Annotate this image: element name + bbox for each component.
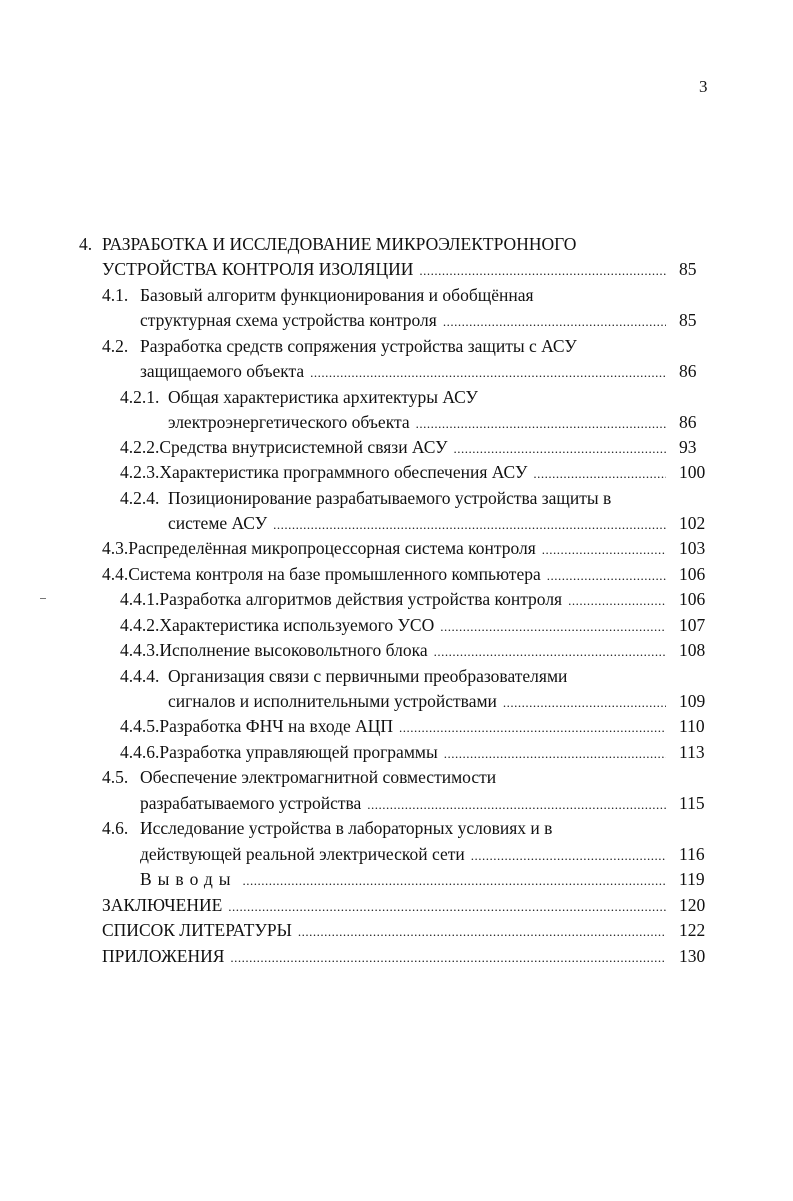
toc-entry-title: структурная схема устройства контроля <box>140 310 437 330</box>
toc-entry-4-2-4-line2 <box>168 513 672 539</box>
toc-entry-number: 4.4.1. <box>120 589 160 609</box>
toc-entry-title: электроэнергетического объекта <box>168 412 410 432</box>
toc-entry-4-6-line1 <box>102 818 552 844</box>
leader-dots <box>399 720 666 736</box>
toc-entry-page: 107 <box>679 615 706 635</box>
toc-entry-title: Исполнение высоковольтного блока <box>159 640 428 660</box>
toc-entry-4-2-2 <box>120 437 672 463</box>
toc-entry-final <box>102 895 672 921</box>
toc-entry-page: 130 <box>679 946 706 966</box>
toc-entry-page: 93 <box>679 437 697 457</box>
toc-entry-page: 120 <box>679 895 706 915</box>
toc-entry-page: 113 <box>679 742 705 762</box>
leader-dots <box>242 873 666 889</box>
toc-entry-title: Средства внутрисистемной связи АСУ <box>159 437 448 457</box>
toc-entry-number: 4.4.3. <box>120 640 160 660</box>
toc-entry-title: Разработка алгоритмов действия устройства контроля <box>159 589 563 609</box>
toc-entry-number: 4.5. <box>102 767 129 787</box>
toc-entry-number: 4.4.4. <box>120 666 160 686</box>
toc-entry-number: 4.4.6. <box>120 742 160 762</box>
leader-dots <box>503 695 666 711</box>
leader-dots <box>471 848 666 864</box>
toc-entry-title: РАЗРАБОТКА И ИССЛЕДОВАНИЕ МИКРОЭЛЕКТРОННОГО <box>102 234 577 254</box>
toc-entry-title: защищаемого объекта <box>140 361 305 381</box>
toc-entry-4-2-line1 <box>102 336 577 362</box>
toc-entry-page: 108 <box>679 640 706 660</box>
toc-entry-page: 109 <box>679 691 706 711</box>
toc-entry-title: Организация связи с первичными преобразователями <box>168 666 568 686</box>
toc-entry-title: Исследование устройства в лабораторных условиях и в <box>140 818 553 838</box>
toc-entry-4-2-1-line2 <box>168 412 672 438</box>
toc-entry-4-6-line2 <box>140 844 672 870</box>
toc-entry-number: 4.2.2. <box>120 437 160 457</box>
toc-entry-title: Разработка средств сопряжения устройства защиты с АСУ <box>140 336 577 356</box>
toc-entry-title: Характеристика программного обеспечения АСУ <box>159 462 528 482</box>
toc-entry-number: 4.2.3. <box>120 462 160 482</box>
toc-entry-conclusions <box>140 869 672 895</box>
toc-entry-4-4-6 <box>120 742 672 768</box>
toc-entry-appendices <box>102 946 672 972</box>
toc-entry-title: Разработка ФНЧ на входе АЦП <box>159 716 394 736</box>
toc-entry-4-4-4-line1 <box>120 666 567 692</box>
toc-entry-4-4-3 <box>120 640 672 666</box>
leader-dots <box>440 619 666 635</box>
toc-entry-4-4-1 <box>120 589 672 615</box>
toc-entry-title: разрабатываемого устройства <box>140 793 362 813</box>
toc-entry-title: Общая характеристика архитектуры АСУ <box>168 387 478 407</box>
toc-entry-title: системе АСУ <box>168 513 268 533</box>
toc-entry-title: ЗАКЛЮЧЕНИЕ <box>102 895 223 915</box>
toc-entry-4-4-4-line2 <box>168 691 672 717</box>
leader-dots <box>434 644 666 660</box>
toc-entry-title: Характеристика используемого УСО <box>159 615 435 635</box>
toc-entry-page: 86 <box>679 361 697 381</box>
leader-dots <box>298 924 666 940</box>
toc-entry-4-2-4-line1 <box>120 488 611 514</box>
leader-dots <box>416 416 666 432</box>
toc-entry-page: 106 <box>679 564 706 584</box>
toc-entry-4-3 <box>102 538 672 564</box>
toc-entry-number: 4.4.5. <box>120 716 160 736</box>
toc-entry-number: 4.1. <box>102 285 129 305</box>
toc-entry-4-5-line1 <box>102 767 496 793</box>
leader-dots <box>228 899 666 915</box>
toc-entry-title: Обеспечение электромагнитной совместимости <box>140 767 497 787</box>
toc-entry-page: 103 <box>679 538 706 558</box>
toc-entry-number: 4.3. <box>102 538 129 558</box>
toc-entry-title: ПРИЛОЖЕНИЯ <box>102 946 225 966</box>
toc-entry-4-4 <box>102 564 672 590</box>
page-number: 3 <box>699 77 708 96</box>
toc-entry-page: 110 <box>679 716 705 736</box>
leader-dots <box>454 441 666 457</box>
toc-entry-page: 115 <box>679 793 705 813</box>
toc-entry-page: 85 <box>679 259 697 279</box>
leader-dots <box>273 517 666 533</box>
leader-dots <box>443 314 666 330</box>
toc-entry-number: 4.4.2. <box>120 615 160 635</box>
leader-dots <box>310 365 666 381</box>
toc-entry-page: 119 <box>679 869 705 889</box>
toc-entry-number: 4.2.4. <box>120 488 160 508</box>
toc-entry-page: 106 <box>679 589 706 609</box>
toc-entry-4-1-line1 <box>102 285 534 311</box>
toc-entry-title: СПИСОК ЛИТЕРАТУРЫ <box>102 920 292 940</box>
leader-dots <box>542 542 666 558</box>
leader-dots <box>419 263 666 279</box>
leader-dots <box>444 746 666 762</box>
leader-dots <box>533 466 666 482</box>
toc-entry-4-1-line2 <box>140 310 672 336</box>
leader-dots <box>568 593 666 609</box>
toc-entry-title: Распределённая микропроцессорная система контроля <box>128 538 536 558</box>
toc-entry-page: 85 <box>679 310 697 330</box>
toc-entry-number: 4.4. <box>102 564 129 584</box>
toc-entry-title: Выводы <box>140 869 237 889</box>
toc-entry-title: Система контроля на базе промышленного компьютера <box>128 564 541 584</box>
toc-entry-4-4-5 <box>120 716 672 742</box>
toc-entry-title: действующей реальной электрической сети <box>140 844 465 864</box>
toc-entry-number: 4. <box>79 234 93 254</box>
leader-dots <box>547 568 666 584</box>
toc-entry-title: сигналов и исполнительными устройствами <box>168 691 497 711</box>
toc-entry-title: УСТРОЙСТВА КОНТРОЛЯ ИЗОЛЯЦИИ <box>102 259 414 279</box>
toc-entry-page: 100 <box>679 462 706 482</box>
toc-entry-number: 4.6. <box>102 818 129 838</box>
toc-entry-4-4-2 <box>120 615 672 641</box>
leader-dots <box>367 797 666 813</box>
toc-entry-page: 102 <box>679 513 706 533</box>
toc-entry-4-2-line2 <box>140 361 672 387</box>
toc-entry-page: 116 <box>679 844 705 864</box>
margin-mark <box>40 598 46 599</box>
toc-entry-ch4-line1 <box>79 234 576 260</box>
toc-entry-page: 86 <box>679 412 697 432</box>
toc-entry-4-5-line2 <box>140 793 672 819</box>
toc-entry-page: 122 <box>679 920 706 940</box>
toc-entry-ch4-line2 <box>102 259 672 285</box>
leader-dots <box>230 950 666 966</box>
toc-entry-4-2-1-line1 <box>120 387 478 413</box>
toc-entry-number: 4.2.1. <box>120 387 160 407</box>
toc-entry-number: 4.2. <box>102 336 129 356</box>
toc-entry-title: Позиционирование разрабатываемого устройства защиты в <box>168 488 612 508</box>
toc-entry-references <box>102 920 672 946</box>
toc-entry-4-2-3 <box>120 462 672 488</box>
toc-entry-title: Базовый алгоритм функционирования и обобщённая <box>140 285 534 305</box>
toc-entry-title: Разработка управляющей программы <box>159 742 438 762</box>
